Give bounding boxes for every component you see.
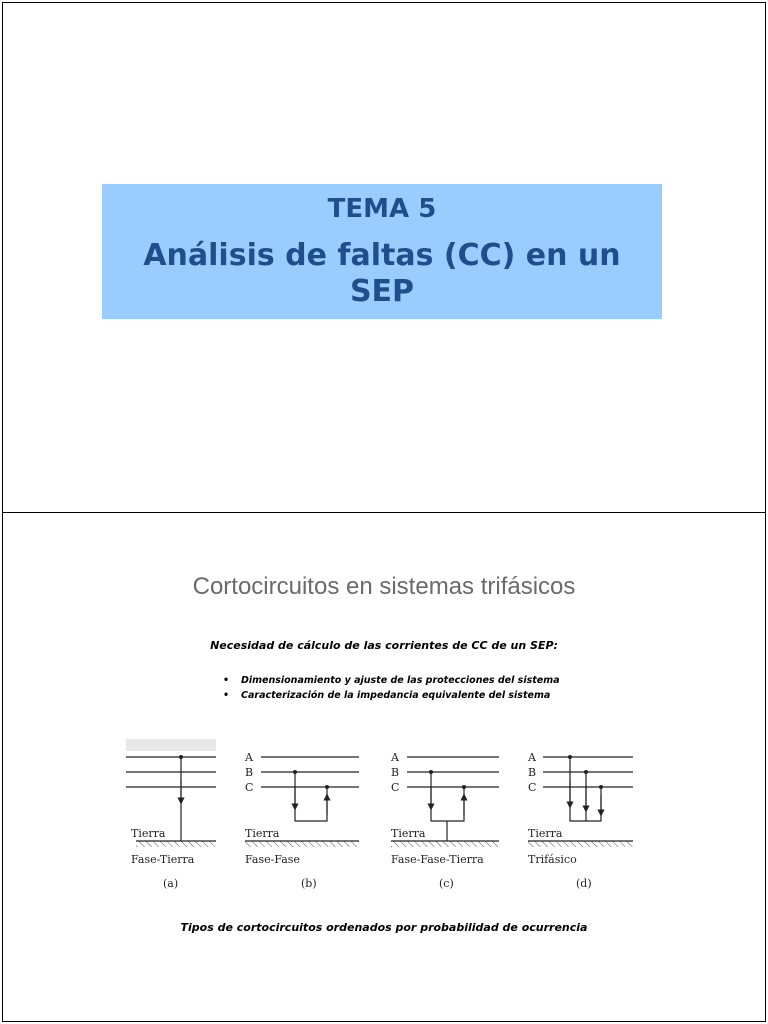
diagram-letter: (a) [163,877,179,890]
ground-label: Tierra [131,827,166,840]
bullet-item [219,688,560,703]
bullet-item [219,673,560,688]
fault-types-figure [121,739,641,899]
faded-header [126,739,216,751]
diagram-letter: (c) [439,877,454,890]
fault-loop [431,772,464,821]
bullet-list [219,673,560,703]
phase-label-c: C [245,781,254,794]
bullet-text: Dimensionamiento y ajuste de las protecciones del sistema [241,675,560,686]
slide-2-title: Cortocircuitos en sistemas trifásicos [192,573,576,600]
ground-hatch [528,841,633,847]
phase-label-c: C [391,781,400,794]
ground-label: Tierra [245,827,280,840]
tema-label: TEMA 5 [327,194,437,224]
need-heading: Necesidad de cálculo de las corrientes de CC de un SEP: [210,639,558,652]
phase-label-b: B [391,766,400,779]
diagram-c [390,751,499,890]
bullet-dot: • [223,690,230,701]
main-title [102,238,662,310]
ground-label: Tierra [391,827,426,840]
slide-1 [2,2,766,513]
diagram-a [126,739,216,890]
phase-label-a: A [245,751,253,764]
ground-hatch [245,841,359,847]
main-title-line-1: Análisis de faltas (CC) en un [143,238,621,273]
figure-caption: Tipos de cortocircuitos ordenados por probabilidad de ocurrencia [180,921,588,934]
ground-hatch [391,841,499,847]
phase-label-c: C [528,781,537,794]
bullet-dot: • [223,675,230,686]
diagram-type-label: Fase-Fase [245,853,300,866]
slide-2 [2,512,766,1022]
fault-loop [295,772,327,821]
diagram-d [527,751,633,890]
bullet-text: Caracterización de la impedancia equivalente del sistema [241,690,551,701]
diagram-letter: (b) [301,877,317,890]
diagram-type-label: Trifásico [528,853,577,866]
main-title-line-2: SEP [349,274,415,309]
title-box [102,184,662,319]
phase-label-b: B [245,766,254,779]
diagram-type-label: Fase-Fase-Tierra [391,853,484,866]
phase-label-b: B [528,766,537,779]
diagram-type-label: Fase-Tierra [131,853,195,866]
phase-label-a: A [528,751,536,764]
diagram-letter: (d) [576,877,592,890]
ground-hatch [136,841,216,847]
ground-label: Tierra [528,827,563,840]
diagram-b [244,751,359,890]
phase-label-a: A [391,751,399,764]
